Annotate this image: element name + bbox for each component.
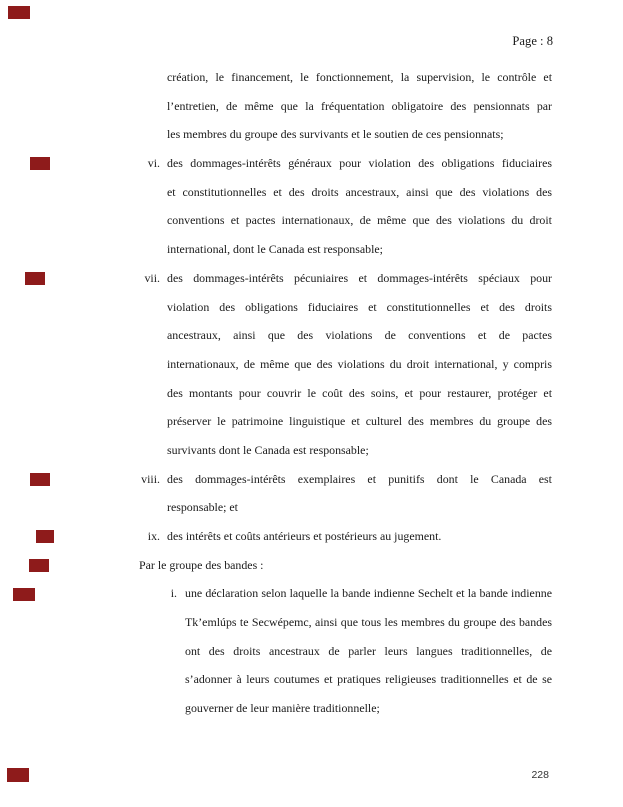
- text-line: survivants dont le Canada est responsable;: [167, 442, 369, 457]
- text-line: Par le groupe des bandes :: [139, 557, 264, 572]
- list-item-ix: [147, 522, 552, 551]
- text-line: préserver le patrimoine linguistique et culturel des membres du groupe des: [167, 414, 552, 429]
- text-line: une déclaration selon laquelle la bande indienne Sechelt et la bande indienne: [185, 586, 552, 601]
- list-item-vii: [144, 264, 552, 465]
- text-line: international, dont le Canada est responsable;: [167, 242, 383, 257]
- text-line: responsable; et: [167, 500, 238, 515]
- text-line: Tk’emlúps te Secwépemc, ainsi que tous les membres du groupe des bandes: [185, 615, 552, 630]
- text-line: ancestraux, ainsi que des violations de conventions et de pactes: [167, 328, 552, 343]
- page-number: 228: [531, 769, 549, 781]
- list-marker: vi.: [147, 156, 160, 171]
- text-line: les membres du groupe des survivants et le soutien de ces pensionnats;: [167, 127, 504, 142]
- list-marker: ix.: [147, 529, 160, 543]
- text-line: gouverner de leur manière traditionnelle;: [185, 701, 380, 716]
- paragraph-bands-heading: [139, 551, 552, 580]
- paragraph-continuation: [167, 63, 552, 149]
- text-line: création, le financement, le fonctionnement, la supervision, le contrôle et: [167, 70, 552, 84]
- document-body: [0, 63, 623, 723]
- list-marker: viii.: [141, 471, 160, 486]
- text-line: des dommages-intérêts pécuniaires et dommages-intérêts spéciaux pour: [167, 270, 552, 285]
- list-item-i: [170, 579, 552, 722]
- text-line: conventions et pactes internationaux, de même que des violations du droit: [167, 213, 552, 228]
- list-item-viii: [141, 465, 552, 522]
- text-line: ont des droits ancestraux de parler leurs langues traditionnelles, de: [185, 643, 552, 658]
- annotation-marker: [8, 6, 30, 19]
- list-marker: i.: [170, 586, 177, 601]
- text-line: violation des obligations fiduciaires et constitutionnelles et des droits: [167, 299, 552, 314]
- text-line: et constitutionnelles et des droits ancestraux, ainsi que des violations des: [167, 184, 552, 199]
- page-header-label: Page : 8: [512, 34, 553, 48]
- text-line: l’entretien, de même que la fréquentation obligatoire des pensionnats par: [167, 98, 552, 113]
- text-line: des dommages-intérêts exemplaires et punitifs dont le Canada est: [167, 471, 552, 486]
- text-line: des dommages-intérêts généraux pour violation des obligations fiduciaires: [167, 156, 552, 171]
- text-line: des montants pour couvrir le coût des soins, et pour restaurer, protéger et: [167, 385, 552, 400]
- list-item-vi: [147, 149, 552, 264]
- text-line: des intérêts et coûts antérieurs et postérieurs au jugement.: [167, 529, 442, 543]
- annotation-marker: [7, 768, 29, 782]
- text-line: s’adonner à leurs coutumes et pratiques religieuses traditionnelles et de se: [185, 672, 552, 687]
- text-line: internationaux, de même que des violations du droit international, y compris: [167, 356, 552, 371]
- list-marker: vii.: [144, 270, 160, 285]
